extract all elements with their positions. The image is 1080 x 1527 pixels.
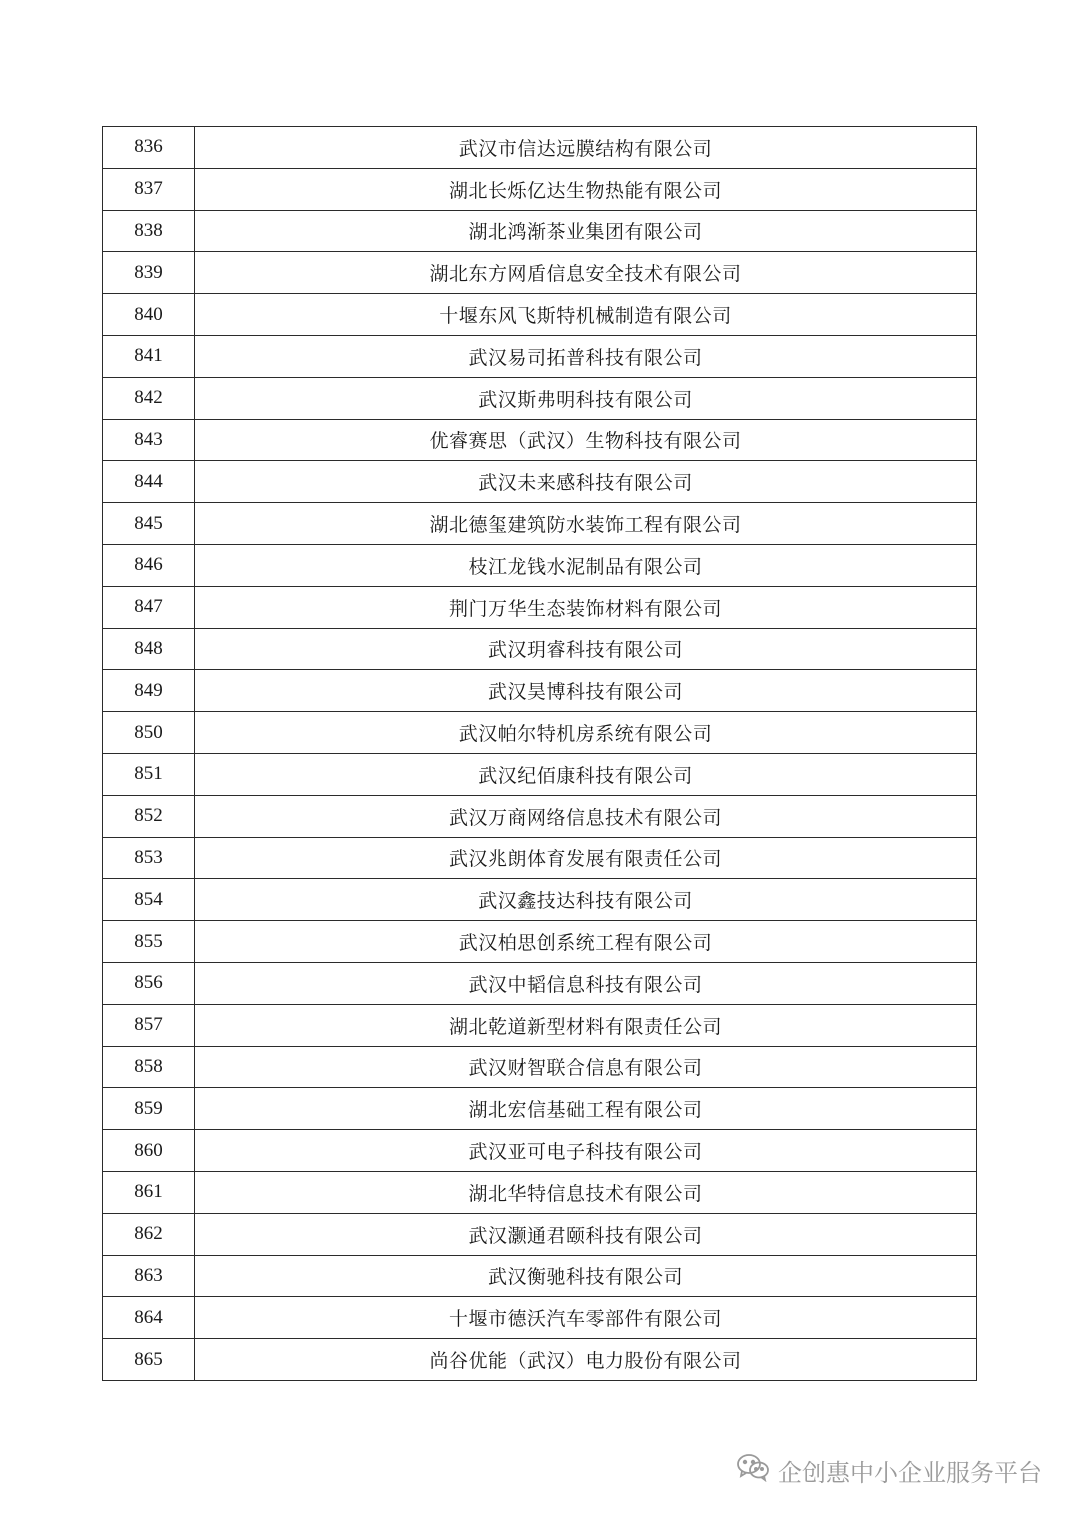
watermark-text: 企创惠中小企业服务平台 xyxy=(778,1458,1042,1487)
company-name: 武汉柏思创系统工程有限公司 xyxy=(195,921,977,963)
row-number: 841 xyxy=(103,335,195,377)
company-name: 武汉鑫技达科技有限公司 xyxy=(195,879,977,921)
row-number: 855 xyxy=(103,921,195,963)
row-number: 853 xyxy=(103,837,195,879)
table-row xyxy=(103,837,977,879)
company-name: 武汉未来感科技有限公司 xyxy=(195,461,977,503)
table-row xyxy=(103,335,977,377)
table-row xyxy=(103,1255,977,1297)
row-number: 862 xyxy=(103,1213,195,1255)
table-row xyxy=(103,753,977,795)
row-number: 859 xyxy=(103,1088,195,1130)
table-row xyxy=(103,921,977,963)
wechat-icon xyxy=(736,1452,770,1488)
company-name: 武汉斯弗明科技有限公司 xyxy=(195,377,977,419)
table-row xyxy=(103,503,977,545)
row-number: 837 xyxy=(103,168,195,210)
company-name: 武汉易司拓普科技有限公司 xyxy=(195,335,977,377)
table-row xyxy=(103,1046,977,1088)
row-number: 845 xyxy=(103,503,195,545)
row-number: 838 xyxy=(103,210,195,252)
company-name: 武汉财智联合信息有限公司 xyxy=(195,1046,977,1088)
row-number: 849 xyxy=(103,670,195,712)
row-number: 860 xyxy=(103,1130,195,1172)
row-number: 851 xyxy=(103,753,195,795)
company-name: 武汉亚可电子科技有限公司 xyxy=(195,1130,977,1172)
table-row xyxy=(103,544,977,586)
row-number: 865 xyxy=(103,1339,195,1381)
row-number: 848 xyxy=(103,628,195,670)
company-name: 武汉玥睿科技有限公司 xyxy=(195,628,977,670)
table-row xyxy=(103,628,977,670)
table-row xyxy=(103,795,977,837)
company-name: 湖北东方网盾信息安全技术有限公司 xyxy=(195,252,977,294)
table-row xyxy=(103,586,977,628)
company-name: 荆门万华生态装饰材料有限公司 xyxy=(195,586,977,628)
row-number: 843 xyxy=(103,419,195,461)
table-row xyxy=(103,1339,977,1381)
row-number: 846 xyxy=(103,544,195,586)
row-number: 864 xyxy=(103,1297,195,1339)
table-row xyxy=(103,461,977,503)
table-row xyxy=(103,168,977,210)
company-name: 武汉中韬信息科技有限公司 xyxy=(195,962,977,1004)
row-number: 858 xyxy=(103,1046,195,1088)
company-name: 十堰东风飞斯特机械制造有限公司 xyxy=(195,294,977,336)
table-body xyxy=(103,127,977,1381)
row-number: 844 xyxy=(103,461,195,503)
row-number: 856 xyxy=(103,962,195,1004)
row-number: 850 xyxy=(103,712,195,754)
company-name: 湖北鸿渐茶业集团有限公司 xyxy=(195,210,977,252)
row-number: 861 xyxy=(103,1171,195,1213)
company-name: 武汉帕尔特机房系统有限公司 xyxy=(195,712,977,754)
table-row xyxy=(103,1088,977,1130)
table-row xyxy=(103,1297,977,1339)
table-row xyxy=(103,1004,977,1046)
company-name: 优睿赛思（武汉）生物科技有限公司 xyxy=(195,419,977,461)
company-name: 武汉衡驰科技有限公司 xyxy=(195,1255,977,1297)
table-row xyxy=(103,1171,977,1213)
row-number: 854 xyxy=(103,879,195,921)
row-number: 857 xyxy=(103,1004,195,1046)
row-number: 852 xyxy=(103,795,195,837)
table-row xyxy=(103,670,977,712)
company-name: 武汉兆朗体育发展有限责任公司 xyxy=(195,837,977,879)
company-name: 湖北长烁亿达生物热能有限公司 xyxy=(195,168,977,210)
company-name: 十堰市德沃汽车零部件有限公司 xyxy=(195,1297,977,1339)
company-name: 湖北乾道新型材料有限责任公司 xyxy=(195,1004,977,1046)
table-row xyxy=(103,294,977,336)
company-name: 武汉纪佰康科技有限公司 xyxy=(195,753,977,795)
table-row xyxy=(103,377,977,419)
company-name: 湖北宏信基础工程有限公司 xyxy=(195,1088,977,1130)
company-name: 武汉万商网络信息技术有限公司 xyxy=(195,795,977,837)
table-row xyxy=(103,962,977,1004)
table-row xyxy=(103,210,977,252)
row-number: 842 xyxy=(103,377,195,419)
company-name: 武汉灏通君颐科技有限公司 xyxy=(195,1213,977,1255)
company-name: 武汉昊博科技有限公司 xyxy=(195,670,977,712)
company-list-table-wrapper xyxy=(102,126,977,1381)
company-list-table xyxy=(102,126,977,1381)
table-row xyxy=(103,1130,977,1172)
company-name: 湖北德玺建筑防水装饰工程有限公司 xyxy=(195,503,977,545)
table-row xyxy=(103,1213,977,1255)
company-name: 枝江龙钱水泥制品有限公司 xyxy=(195,544,977,586)
table-row xyxy=(103,419,977,461)
table-row xyxy=(103,252,977,294)
table-row xyxy=(103,127,977,169)
table-row xyxy=(103,712,977,754)
table-row xyxy=(103,879,977,921)
row-number: 840 xyxy=(103,294,195,336)
company-name: 尚谷优能（武汉）电力股份有限公司 xyxy=(195,1339,977,1381)
company-name: 武汉市信达远膜结构有限公司 xyxy=(195,127,977,169)
row-number: 836 xyxy=(103,127,195,169)
row-number: 863 xyxy=(103,1255,195,1297)
company-name: 湖北华特信息技术有限公司 xyxy=(195,1171,977,1213)
watermark xyxy=(736,1452,1042,1488)
row-number: 847 xyxy=(103,586,195,628)
row-number: 839 xyxy=(103,252,195,294)
